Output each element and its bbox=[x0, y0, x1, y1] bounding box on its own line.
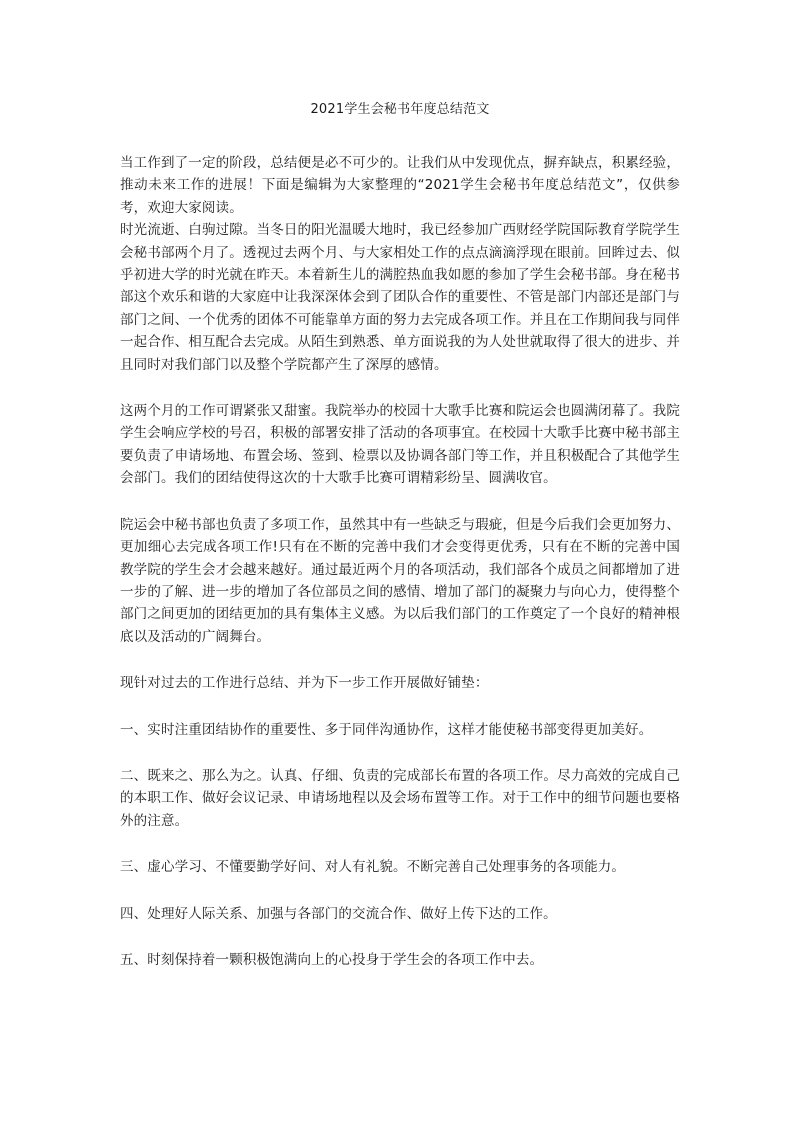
list-item-2: 二、既来之、那么为之。认真、仔细、负责的完成部长布置的各项工作。尽力高效的完成自己的本职工作、做好会议记录、申请场地程以及会场布置等工作。对于工作中的细节问题也要格外的注意。 bbox=[120, 767, 680, 829]
list-item-5: 五、时刻保持着一颗积极饱满向上的心投身于学生会的各项工作中去。 bbox=[120, 951, 544, 968]
paragraph-reflection: 时光流逝、白驹过隙。当冬日的阳光温暖大地时，我已经参加广西财经学院国际教育学院学生会秘书部两个月了。透视过去两个月、与大家相处工作的点点滴滴浮现在眼前。回眸过去、似乎初进大学的时光就在昨天。本着新生儿的满腔热血我如愿的参加了学生会秘书部。身在秘书部这个欢乐和谐的大家庭中让我深深体会到了团队合作的重要性、不管是部门内部还是部门与部门之间、一个优秀的团体不可能靠单方面的努力去完成各项工作。并且在工作期间我与同伴一起合作、相互配合去完成。从陌生到熟悉、单方面说我的为人处世就取得了很大的进步、并且同时对我们部门以及整个学院都产生了深厚的感情。 bbox=[120, 222, 680, 373]
list-item-1: 一、实时注重团结协作的重要性、多于同伴沟通协作，这样才能使秘书部变得更加美好。 bbox=[120, 721, 653, 738]
paragraph-sports-meet: 院运会中秘书部也负责了多项工作，虽然其中有一些缺乏与瑕疵，但是今后我们会更加努力、更加细心去完成各项工作!只有在不断的完善中我们才会变得更优秀，只有在不断的完善中国教学院的学生会才会越来越好。通过最近两个月的各项活动，我们部各个成员之间都增加了进一步的了解、进一步的增加了各位部员之间的感情、增加了部门的凝聚力与向心力，使得整个部门之间更加的团结更加的具有集体主义感。为以后我们部门的工作奠定了一个良好的精神根底以及活动的广阔舞台。 bbox=[120, 516, 680, 645]
paragraph-summary-lead: 现针对过去的工作进行总结、并为下一步工作开展做好铺垫： bbox=[120, 675, 489, 692]
document-body bbox=[120, 152, 680, 971]
list-item-4: 四、处理好人际关系、加强与各部门的交流合作、做好上传下达的工作。 bbox=[120, 905, 557, 922]
list-item-3: 三、虚心学习、不懂要勤学好问、对人有礼貌。不断完善自己处理事务的各项能力。 bbox=[120, 859, 626, 876]
paragraph-intro: 当工作到了一定的阶段，总结便是必不可少的。让我们从中发现优点，摒弃缺点，积累经验，推动未来工作的进展！下面是编辑为大家整理的“2021学生会秘书年度总结范文”，仅供参考，欢迎大家阅读。 bbox=[120, 155, 680, 216]
document-title: 2021学生会秘书年度总结范文 bbox=[310, 102, 490, 117]
paragraph-singer-contest: 这两个月的工作可谓紧张又甜蜜。我院举办的校园十大歌手比赛和院运会也圆满闭幕了。我院学生会响应学校的号召，积极的部署安排了活动的各项事宜。在校园十大歌手比赛中秘书部主要负责了申请场地、布置会场、签到、检票以及协调各部门等工作，并且积极配合了其他学生会部门。我们的团结使得这次的十大歌手比赛可谓精彩纷呈、圆满收官。 bbox=[120, 403, 680, 487]
